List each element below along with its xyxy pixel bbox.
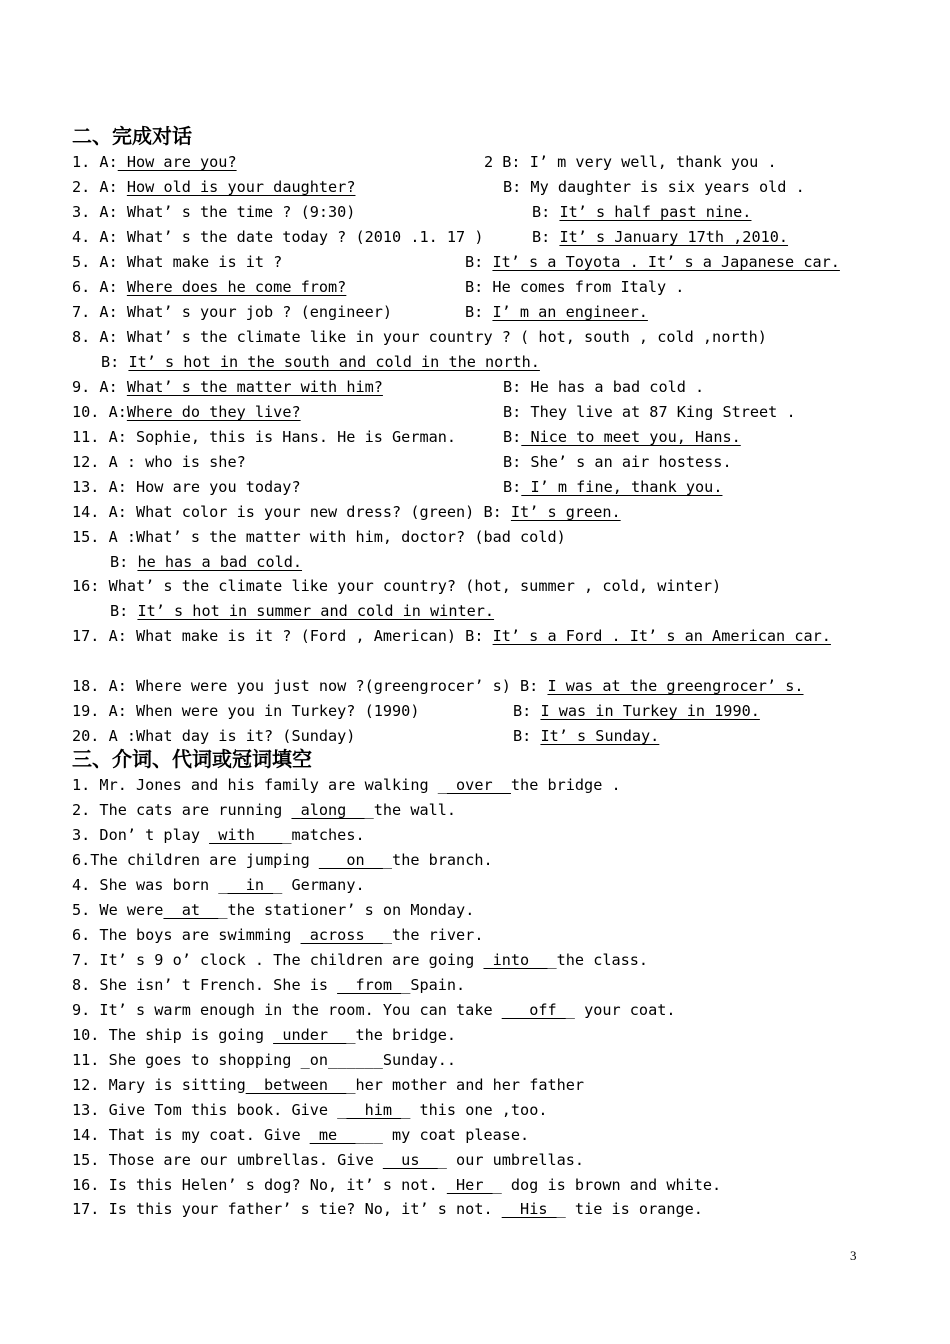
dialogue-line bbox=[72, 301, 392, 323]
line-text: B: bbox=[110, 553, 138, 571]
answer-text: __His_ bbox=[501, 1200, 557, 1218]
answer-text: I was at the greengrocer’ s. bbox=[547, 677, 804, 695]
line-text: _Spain. bbox=[401, 976, 466, 994]
line-text: _matches. bbox=[282, 826, 365, 844]
line-text: 20. A :What day is it? (Sunday) bbox=[72, 727, 356, 745]
line-text: _the bridge. bbox=[346, 1026, 457, 1044]
answer-text: _over__ bbox=[446, 776, 511, 794]
answer-text: It’ s green. bbox=[510, 503, 621, 521]
line-text: 15. Those are our umbrellas. Give bbox=[72, 1151, 383, 1169]
dialogue-line bbox=[503, 376, 704, 398]
answer-text: _ from_ bbox=[337, 976, 402, 994]
line-text: 10. The ship is going bbox=[72, 1026, 274, 1044]
exercise-line bbox=[72, 1174, 721, 1196]
line-text: 4. A: What’ s the date today ? (2010 .1. 17 ) bbox=[72, 228, 484, 246]
line-text: 3. Don’ t play bbox=[72, 826, 210, 844]
line-text: 12. Mary is sitting bbox=[72, 1076, 246, 1094]
line-text: _the stationer’ s on Monday. bbox=[218, 901, 475, 919]
line-text: 18. A: Where were you just now ?(greengrocer’ s) B: bbox=[72, 677, 548, 695]
dialogue-line bbox=[72, 176, 355, 198]
section-heading-fill-blanks: 三、介词、代词或冠词填空 bbox=[72, 747, 312, 771]
line-text: 17. Is this your father’ s tie? No, it’ s not. bbox=[72, 1200, 502, 1218]
dialogue-line bbox=[72, 376, 383, 398]
answer-text: It’ s hot in the south and cold in the north. bbox=[128, 353, 540, 371]
line-text: B: He comes from Italy . bbox=[465, 278, 685, 296]
dialogue-line bbox=[72, 700, 419, 722]
line-text: 11. She goes to shopping _on______Sunday.. bbox=[72, 1051, 457, 1069]
line-text: B: bbox=[465, 253, 493, 271]
answer-text: _me__ bbox=[309, 1126, 356, 1144]
line-text: 19. A: When were you in Turkey? (1990) bbox=[72, 702, 420, 720]
line-text: 8. She isn’ t French. She is bbox=[72, 976, 338, 994]
line-text: 13. Give Tom this book. Give _ bbox=[72, 1101, 347, 1119]
answer-text: How old is your daughter? bbox=[126, 178, 356, 196]
dialogue-line bbox=[72, 725, 355, 747]
dialogue-line bbox=[72, 201, 355, 223]
answer-text: ___off_ bbox=[501, 1001, 566, 1019]
line-text: 3. A: What’ s the time ? (9:30) bbox=[72, 203, 356, 221]
line-text: _ your coat. bbox=[565, 1001, 676, 1019]
line-text: B: bbox=[532, 228, 560, 246]
line-text: B: My daughter is six years old . bbox=[503, 178, 805, 196]
answer-text: I was in Turkey in 1990. bbox=[540, 702, 760, 720]
line-text: 6. The boys are swimming bbox=[72, 926, 301, 944]
answer-text: Where does he come from? bbox=[126, 278, 347, 296]
exercise-line bbox=[72, 824, 365, 846]
line-text: 10. A: bbox=[72, 403, 127, 421]
dialogue-line bbox=[503, 451, 732, 473]
answer-text: How are you? bbox=[117, 153, 237, 171]
line-text: B: She’ s an air hostess. bbox=[503, 453, 732, 471]
line-text: 14. That is my coat. Give bbox=[72, 1126, 310, 1144]
dialogue-line bbox=[72, 326, 767, 348]
answer-text: It’ s Sunday. bbox=[540, 727, 660, 745]
line-text: B: bbox=[532, 203, 560, 221]
line-text: 6. A: bbox=[72, 278, 127, 296]
answer-text: _with___ bbox=[209, 826, 283, 844]
line-text: 6.The children are jumping bbox=[72, 851, 319, 869]
line-text: 11. A: Sophie, this is Hans. He is German. bbox=[72, 428, 457, 446]
answer-text: Where do they live? bbox=[126, 403, 301, 421]
dialogue-line bbox=[72, 276, 346, 298]
exercise-line bbox=[72, 949, 648, 971]
line-text: 1. A: bbox=[72, 153, 118, 171]
dialogue-line bbox=[110, 551, 302, 573]
answer-text: _into__ bbox=[483, 951, 548, 969]
line-text: 9. A: bbox=[72, 378, 127, 396]
line-text: 8. A: What’ s the climate like in your country ? ( hot, south , cold ,north) bbox=[72, 328, 767, 346]
dialogue-line bbox=[72, 575, 721, 597]
dialogue-line bbox=[101, 351, 540, 373]
dialogue-line bbox=[513, 725, 659, 747]
line-text: B: bbox=[503, 478, 522, 496]
answer-text: _across__ bbox=[300, 926, 383, 944]
answer-text: I’ m fine, thank you. bbox=[521, 478, 723, 496]
answer-text: __between__ bbox=[245, 1076, 347, 1094]
line-text: 1. Mr. Jones and his family are walking _ bbox=[72, 776, 447, 794]
dialogue-line bbox=[72, 451, 246, 473]
answer-text: __at__ bbox=[163, 901, 219, 919]
exercise-line bbox=[72, 849, 493, 871]
line-text: 7. A: What’ s your job ? (engineer) bbox=[72, 303, 393, 321]
answer-text: It’ s January 17th ,2010. bbox=[559, 228, 789, 246]
answer-text: __him_ bbox=[346, 1101, 402, 1119]
line-text: _ this one ,too. bbox=[401, 1101, 548, 1119]
line-text: _ dog is brown and white. bbox=[492, 1176, 722, 1194]
line-text: _ tie is orange. bbox=[556, 1200, 703, 1218]
dialogue-line bbox=[465, 301, 648, 323]
answer-text: _ in_ bbox=[227, 876, 274, 894]
answer-text: I’ m an engineer. bbox=[492, 303, 648, 321]
answer-text: Nice to meet you, Hans. bbox=[521, 428, 741, 446]
line-text: _ our umbrellas. bbox=[437, 1151, 585, 1169]
line-text: B: bbox=[513, 702, 541, 720]
answer-text: It’ s a Toyota . It’ s a Japanese car. bbox=[492, 253, 840, 271]
line-text: 9. It’ s warm enough in the room. You can take bbox=[72, 1001, 502, 1019]
exercise-line bbox=[72, 1149, 584, 1171]
dialogue-line bbox=[532, 201, 751, 223]
line-text: 2. A: bbox=[72, 178, 127, 196]
line-text: B: They live at 87 King Street . bbox=[503, 403, 796, 421]
line-text: B: bbox=[503, 428, 522, 446]
dialogue-line bbox=[110, 600, 494, 622]
line-text: B: bbox=[101, 353, 129, 371]
dialogue-line bbox=[72, 401, 301, 423]
dialogue-line bbox=[532, 226, 788, 248]
line-text: 4. She was born _ bbox=[72, 876, 228, 894]
dialogue-line bbox=[72, 151, 237, 173]
exercise-line bbox=[72, 1049, 456, 1071]
line-text: B: bbox=[513, 727, 541, 745]
exercise-line bbox=[72, 1024, 456, 1046]
line-text: _ Germany. bbox=[273, 876, 365, 894]
dialogue-line bbox=[72, 226, 483, 248]
answer-text: he has a bad cold. bbox=[137, 553, 303, 571]
line-text: 5. We were bbox=[72, 901, 164, 919]
line-text: _her mother and her father bbox=[346, 1076, 585, 1094]
answer-text: __us__ bbox=[382, 1151, 438, 1169]
line-text: _the class. bbox=[547, 951, 649, 969]
dialogue-line bbox=[72, 426, 456, 448]
exercise-line bbox=[72, 799, 456, 821]
dialogue-line bbox=[465, 251, 840, 273]
dialogue-line bbox=[72, 526, 566, 548]
answer-text: What’ s the matter with him? bbox=[126, 378, 383, 396]
dialogue-line bbox=[72, 501, 621, 523]
answer-text: _under__ bbox=[273, 1026, 347, 1044]
answer-text: It’ s a Ford . It’ s an American car. bbox=[492, 627, 831, 645]
line-text: ___ my coat please. bbox=[355, 1126, 530, 1144]
dialogue-line bbox=[72, 251, 282, 273]
line-text: _the branch. bbox=[382, 851, 493, 869]
line-text: B: He has a bad cold . bbox=[503, 378, 705, 396]
exercise-line bbox=[72, 774, 621, 796]
exercise-line bbox=[72, 924, 483, 946]
dialogue-line bbox=[484, 151, 777, 173]
exercise-line bbox=[72, 974, 465, 996]
exercise-line bbox=[72, 999, 676, 1021]
exercise-line bbox=[72, 1099, 548, 1121]
dialogue-line bbox=[72, 675, 804, 697]
line-text: 12. A : who is she? bbox=[72, 453, 246, 471]
line-text: 7. It’ s 9 o’ clock . The children are going bbox=[72, 951, 484, 969]
line-text: B: bbox=[465, 303, 493, 321]
line-text: 16. Is this Helen’ s dog? No, it’ s not. bbox=[72, 1176, 447, 1194]
page-number: 3 bbox=[850, 1248, 857, 1263]
dialogue-line bbox=[72, 476, 301, 498]
line-text: 13. A: How are you today? bbox=[72, 478, 301, 496]
line-text: B: bbox=[110, 602, 138, 620]
line-text: _the river. bbox=[382, 926, 484, 944]
line-text: 16: What’ s the climate like your country? (hot, summer , cold, winter) bbox=[72, 577, 722, 595]
exercise-line bbox=[72, 874, 365, 896]
line-text: 2. The cats are running bbox=[72, 801, 292, 819]
exercise-line bbox=[72, 1074, 584, 1096]
answer-text: _Her_ bbox=[446, 1176, 493, 1194]
dialogue-line bbox=[513, 700, 760, 722]
dialogue-line bbox=[503, 426, 741, 448]
exercise-line bbox=[72, 1198, 703, 1220]
dialogue-line bbox=[503, 401, 796, 423]
line-text: _the wall. bbox=[364, 801, 457, 819]
dialogue-line bbox=[72, 625, 862, 671]
line-text: 15. A :What’ s the matter with him, doctor? (bad cold) bbox=[72, 528, 566, 546]
answer-text: It’ s hot in summer and cold in winter. bbox=[137, 602, 495, 620]
dialogue-line bbox=[465, 276, 684, 298]
line-text: the bridge . bbox=[510, 776, 621, 794]
exercise-line bbox=[72, 899, 474, 921]
exercise-line bbox=[72, 1124, 529, 1146]
line-text: 17. A: What make is it ? (Ford , American) B: bbox=[72, 627, 493, 645]
dialogue-line bbox=[503, 476, 722, 498]
section-heading-dialogue: 二、完成对话 bbox=[72, 124, 192, 148]
line-text: 2 B: I’ m very well, thank you . bbox=[484, 153, 777, 171]
answer-text: It’ s half past nine. bbox=[559, 203, 752, 221]
answer-text: ___on__ bbox=[318, 851, 383, 869]
line-text: 14. A: What color is your new dress? (green) B: bbox=[72, 503, 511, 521]
dialogue-line bbox=[503, 176, 805, 198]
answer-text: _along__ bbox=[291, 801, 365, 819]
line-text: 5. A: What make is it ? bbox=[72, 253, 283, 271]
